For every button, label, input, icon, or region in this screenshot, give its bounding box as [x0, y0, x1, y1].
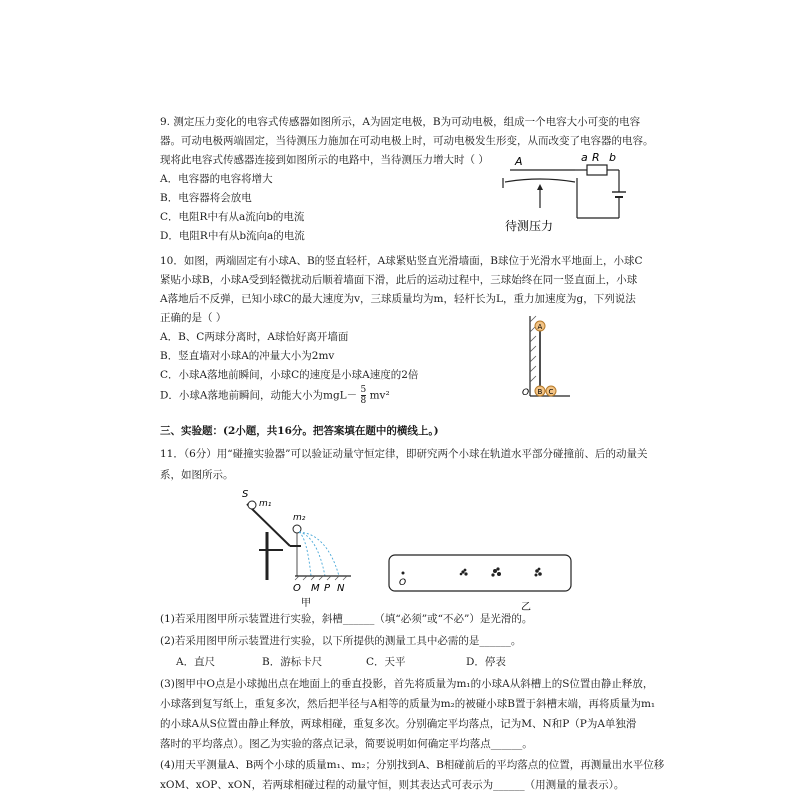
q11-figure-yi	[385, 553, 575, 613]
ball-c-label: C	[548, 388, 554, 396]
caption-yi: 乙	[521, 602, 531, 613]
label-m1: m₁	[259, 499, 272, 509]
q10-line-3: A落地后不反弹，已知小球C的最大速度为v，三球质量均为m，轻杆长为L，重力加速度为g，下列说法	[160, 293, 636, 305]
label-m2: m₂	[293, 513, 306, 523]
q11-sub1: (1)若采用图甲所示装置进行实验，斜槽______（填“必须”或“不必”）是光滑的。	[160, 613, 533, 625]
point-o	[402, 572, 405, 575]
axis-p: P	[324, 583, 331, 594]
fraction-num: 5	[360, 385, 367, 395]
q11-sub3-line-1: (3)图甲中O点是小球抛出点在地面上的垂直投影，首先将质量为m₁的小球A从斜槽上的S位置由静止释放，	[160, 678, 654, 690]
label-s: S	[242, 489, 249, 500]
ball-m1	[248, 501, 256, 509]
q9-capacitor-figure	[495, 142, 635, 240]
q9-option-b: B．电容器将会放电	[160, 192, 252, 204]
q10-rod-figure	[518, 312, 578, 402]
q11-sub3-line-3: 的小球A从S位置由静止释放，两球相碰，重复多次。分别确定平均落点，记为M、N和P（P为A单独滑	[160, 718, 637, 730]
trajectories	[299, 532, 339, 576]
label-b: b	[609, 151, 616, 164]
section-3-title: 三、实验题：(2小题，共16分。把答案填在题中的横线上。)	[160, 425, 439, 437]
q9-line-1: 9. 测定压力变化的电容式传感器如图所示，A为固定电极，B为可动电极，组成一个电容大小可变的电容	[160, 116, 641, 128]
q11-line-2: 系，如图所示。	[160, 469, 234, 481]
ball-b-label: B	[537, 388, 543, 396]
label-a-upper: A	[515, 155, 523, 168]
q11-sub2: (2)若采用图甲所示装置进行实验，以下所提供的测量工具中必需的是______。	[160, 635, 522, 647]
fraction-tail: mv²	[369, 389, 390, 402]
axis-o: O	[293, 583, 301, 594]
ball-a-label: A	[537, 323, 543, 331]
caption-jia: 甲	[301, 598, 311, 608]
q9-option-a: A．电容器的电容将增大	[160, 173, 273, 185]
q10-line-1: 10．如图，两端固定有小球A、B的竖直轻杆，A球紧贴竖直光滑墙面，B球位于光滑水平地面上，小球C	[160, 255, 643, 267]
axis-n: N	[337, 583, 345, 594]
record-paper	[389, 555, 571, 591]
q10-line-4: 正确的是（ ）	[160, 312, 227, 324]
electrode-b-plate	[505, 179, 575, 182]
fraction-den: 8	[360, 396, 367, 406]
q10-option-b: B．竖直墙对小球A的冲量大小为2mv	[160, 350, 335, 362]
q10-option-d-wrap	[160, 385, 390, 406]
resistor-r	[587, 165, 607, 175]
q11-sub4-line-2: xOM、xOP、xON，若两球相碰过程的动量守恒，则其表达式可表示为______（用测量的量表示）。	[160, 779, 625, 791]
label-o: O	[399, 578, 407, 588]
q10-option-c: C．小球A落地前瞬间，小球C的速度是小球A速度的2倍	[160, 369, 419, 381]
pressure-caption: 待测压力	[505, 219, 554, 233]
q9-option-c: C．电阻R中有从a流向b的电流	[160, 211, 305, 223]
fraction	[361, 385, 367, 406]
q11-sub4-line-1: (4)用天平测量A、B两个小球的质量m₁、m₂；分别找到A、B相碰前后的平均落点的位置，再测量出水平位移	[160, 759, 665, 771]
q9-option-d: D．电阻R中有从b流向a的电流	[160, 230, 305, 242]
origin-label: O	[522, 388, 530, 398]
q11-figure-jia	[235, 488, 355, 608]
q11-sub2-option-c: C．天平	[366, 656, 406, 668]
q11-line-1: 11．（6分）用“碰撞实验器”可以验证动量守恒定律，即研究两个小球在轨道水平部分碰撞前、后的动量关	[160, 448, 648, 460]
label-a-lower: a	[581, 151, 588, 164]
q11-sub2-option-a: A．直尺	[176, 656, 216, 668]
q11-sub2-option-d: D．停表	[466, 656, 506, 668]
q10-option-d: D．小球A落地前瞬间，动能大小为mgL－	[160, 389, 358, 402]
q11-sub2-option-b: B．游标卡尺	[262, 656, 323, 668]
q10-option-a: A．B、C两球分离时，A球恰好离开墙面	[160, 331, 349, 343]
label-r: R	[592, 151, 600, 164]
axis-m: M	[311, 583, 320, 594]
q11-sub3-line-2: 小球落到复写纸上，重复多次，然后把半径与A相等的质量为m₂的被碰小球B置于斜槽末端，再将质量为m₁	[160, 698, 656, 710]
pressure-arrow-head	[537, 184, 543, 190]
q11-sub3-line-4: 落时的平均落点）。图乙为实验的落点记录，简要说明如何确定平均落点______。	[160, 738, 533, 750]
q10-line-2: 紧贴小球B，小球A受到轻微扰动后顺着墙面下滑，此后的运动过程中，三球始终在同一竖直面上，小球	[160, 274, 638, 286]
q9-line-2: 器。可动电极两端固定，当待测压力施加在可动电极上时，可动电极发生形变，从而改变了电容器的电容。	[160, 135, 654, 147]
q9-line-3: 现将此电容式传感器连接到如图所示的电路中，当待测压力增大时（ ）	[160, 154, 489, 166]
